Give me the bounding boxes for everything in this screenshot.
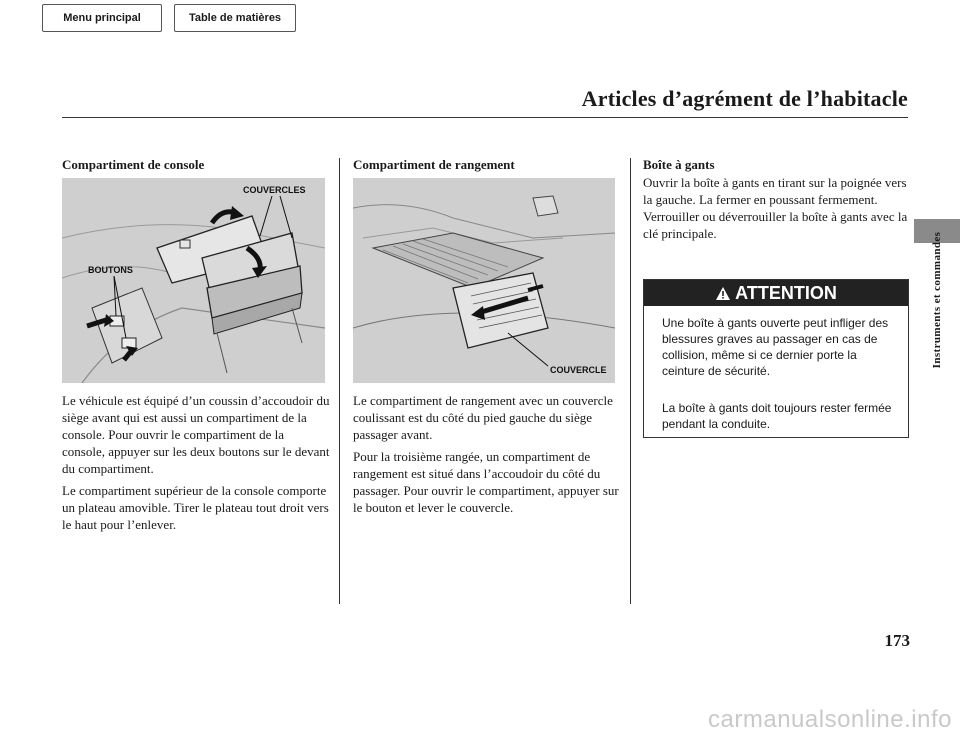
glovebox-paragraph: Ouvrir la boîte à gants en tirant sur la poignée vers la gauche. La fermer en poussant fermement. Verrouiller ou déverrouiller la boîte à gants avec la clé principale. (643, 175, 908, 241)
storage-illustration (353, 178, 615, 383)
warning-icon (715, 286, 731, 301)
page-number: 173 (884, 631, 910, 650)
covers-label: COUVERCLES (243, 185, 306, 195)
title-divider (62, 117, 908, 118)
storage-paragraph-1: Le compartiment de rangement avec un couvercle coulissant est du côté du pied gauche du siège passager avant. (353, 393, 613, 442)
page-title: Articles d’agrément de l’habitacle (581, 86, 908, 111)
attention-header (644, 280, 908, 306)
attention-text-1: Une boîte à gants ouverte peut infliger des blessures graves au passager en cas de collision, même si ce dernier porte la ceinture de sécurité. (662, 316, 889, 378)
console-paragraph-2: Le compartiment supérieur de la console comporte un plateau amovible. Tirer le plateau tout droit vers le haut pour l’enlever. (62, 483, 329, 532)
column-divider (339, 158, 340, 604)
buttons-label: BOUTONS (88, 265, 133, 275)
console-heading: Compartiment de console (62, 157, 205, 172)
storage-paragraph-2: Pour la troisième rangée, un compartiment de rangement est situé dans l’accoudoir du côté du passager. Pour ouvrir le compartiment, appuyer sur le bouton et lever le couvercle. (353, 449, 619, 515)
cover-label: COUVERCLE (550, 365, 607, 375)
attention-title: ATTENTION (735, 282, 837, 303)
console-paragraph-1: Le véhicule est équipé d’un coussin d’accoudoir du siège avant qui est aussi un compartiment de la console. Pour ouvrir le compartiment de la console, appuyer sur les deux boutons sur le devant du compartiment. (62, 393, 330, 476)
storage-heading: Compartiment de rangement (353, 157, 515, 172)
section-side-label: Instruments et commandes (931, 231, 943, 369)
glovebox-heading: Boîte à gants (643, 157, 715, 172)
table-of-contents-button[interactable]: Table de matières (174, 4, 296, 32)
column-divider (630, 158, 631, 604)
main-menu-button[interactable]: Menu principal (42, 4, 162, 32)
watermark: carmanualsonline.info (708, 706, 952, 733)
attention-text-2: La boîte à gants doit toujours rester fermée pendant la conduite. (662, 401, 892, 431)
console-illustration (62, 178, 325, 383)
attention-box (643, 279, 909, 438)
